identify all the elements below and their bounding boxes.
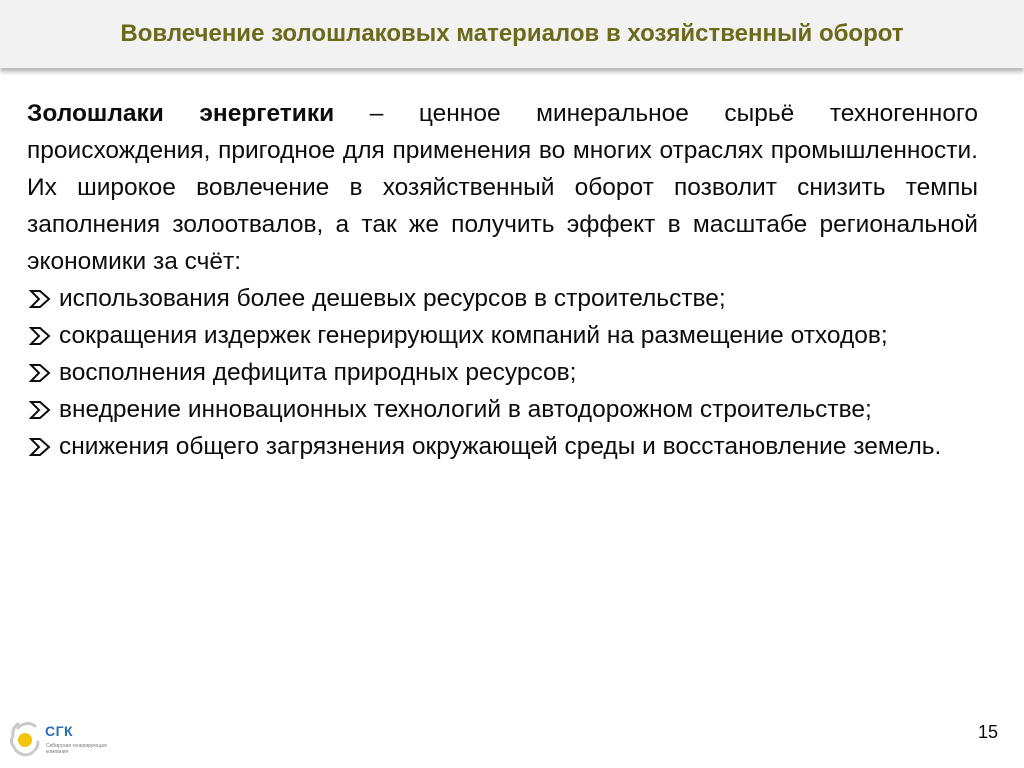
company-logo — [8, 714, 118, 764]
arrow-bullet-icon — [29, 400, 51, 420]
slide-header — [0, 0, 1024, 68]
list-item — [27, 354, 978, 391]
bullet-text: сокращения издержек генерирующих компаний на размещение отходов; — [59, 322, 888, 349]
arrow-bullet-icon — [29, 363, 51, 383]
sun-logo-icon — [8, 714, 50, 762]
arrow-bullet-icon — [29, 289, 51, 309]
arrow-bullet-icon — [29, 437, 51, 457]
bullet-text: использования более дешевых ресурсов в строительстве; — [59, 285, 726, 312]
bullet-text: внедрение инновационных технологий в автодорожном строительстве; — [59, 396, 872, 423]
logo-subtitle: Сибирская генерирующая компания — [46, 743, 107, 755]
bullet-text: снижения общего загрязнения окружающей среды и восстановление земель. — [59, 433, 942, 460]
bullet-list — [27, 280, 978, 465]
intro-paragraph — [27, 95, 978, 280]
list-item — [27, 280, 978, 317]
slide-content — [27, 95, 978, 465]
slide-title: Вовлечение золошлаковых материалов в хозяйственный оборот — [120, 20, 904, 47]
list-item — [27, 428, 978, 465]
intro-text: – ценное минеральное сырьё техногенного происхождения, пригодное для применения во многих отраслях промышленности. Их широкое вовлечение в хозяйственный оборот позволит снизить темпы заполнения золоотвалов, а так же получить эффект в масштабе региональной экономики за счёт: — [27, 100, 978, 275]
list-item — [27, 391, 978, 428]
list-item — [27, 317, 978, 354]
logo-name: СГК — [45, 723, 74, 739]
bullet-text: восполнения дефицита природных ресурсов; — [59, 359, 577, 386]
page-number: 15 — [977, 722, 999, 742]
arrow-bullet-icon — [29, 326, 51, 346]
intro-lead: Золошлаки энергетики — [27, 100, 335, 127]
